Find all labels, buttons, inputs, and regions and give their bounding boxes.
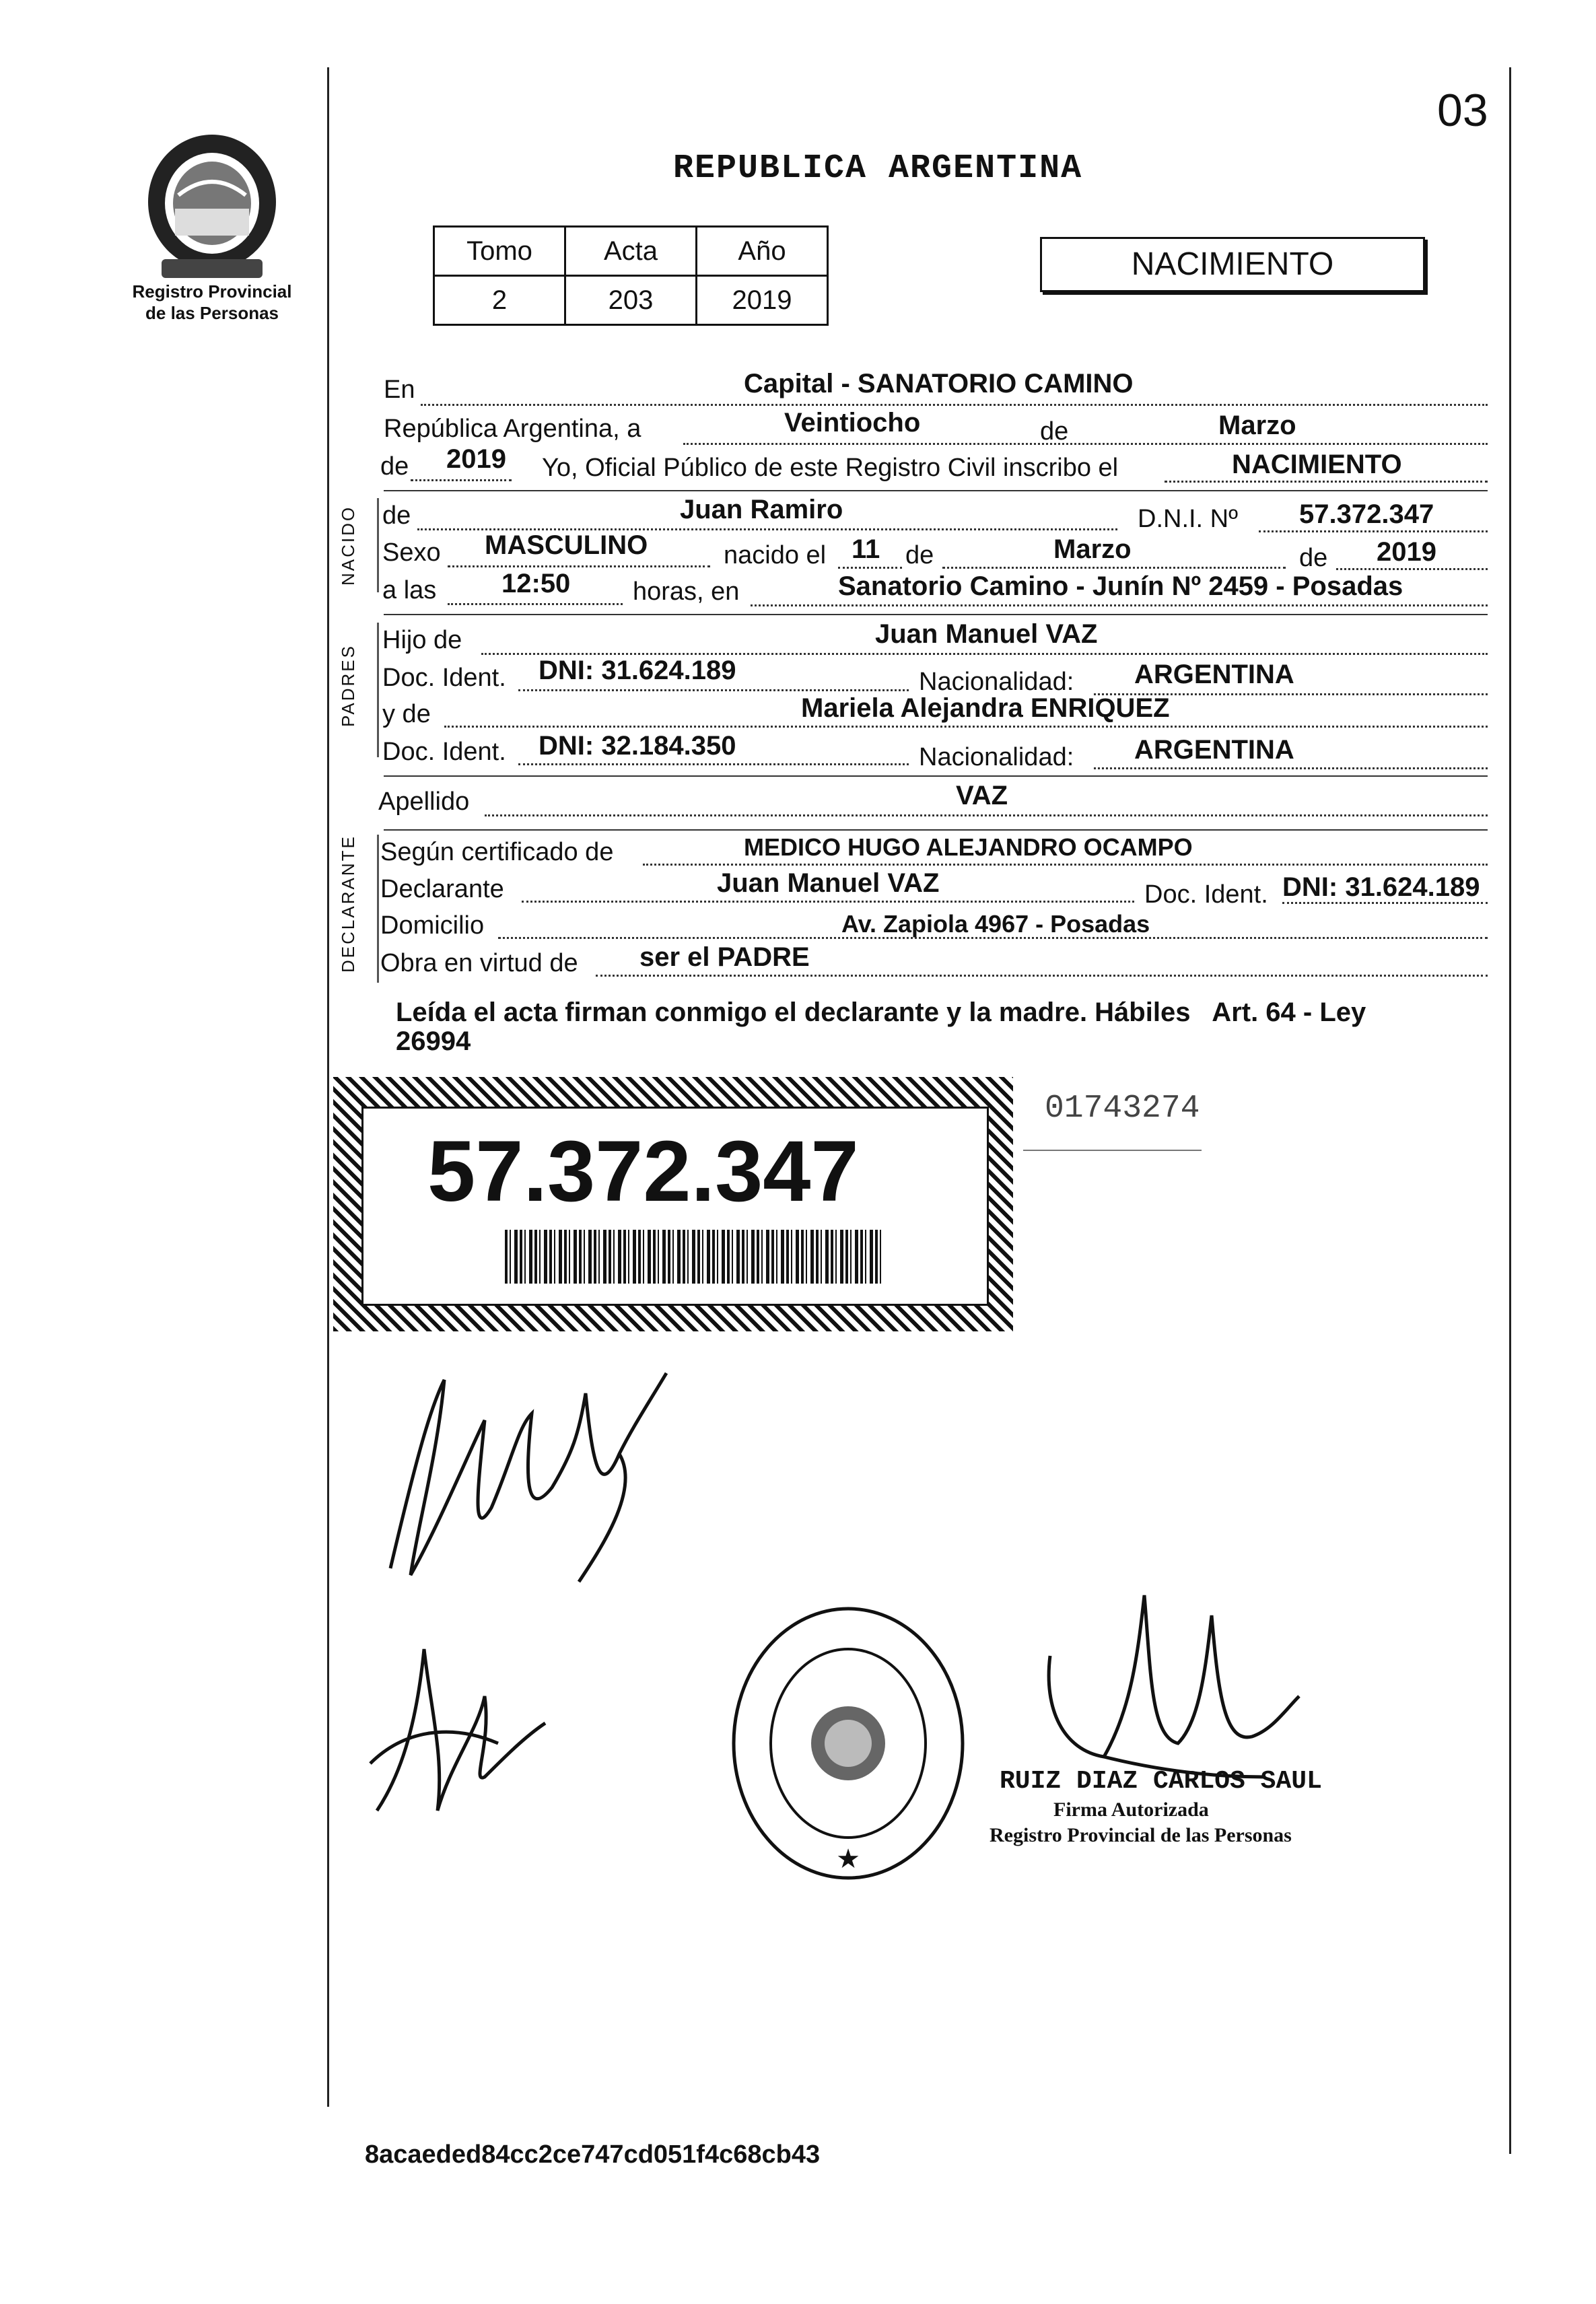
document-hash: 8acaeded84cc2ce747cd051f4c68cb43 bbox=[365, 2140, 821, 2169]
mother-signature bbox=[350, 1609, 565, 1824]
left-margin-line bbox=[327, 67, 329, 2107]
time-dots bbox=[448, 603, 623, 605]
a-las-label: a las bbox=[382, 576, 437, 604]
registry-line-2: de las Personas bbox=[145, 303, 279, 323]
birth-day: 11 bbox=[852, 534, 880, 564]
birth-year-dots bbox=[1336, 568, 1488, 570]
dni-dots bbox=[1259, 530, 1488, 532]
table-header-anio: Año bbox=[697, 227, 828, 276]
serial-number: 01743274 bbox=[1045, 1090, 1200, 1127]
mother-dots bbox=[444, 726, 1488, 728]
father-nationality: ARGENTINA bbox=[1134, 660, 1294, 689]
page-number: 03 bbox=[1437, 85, 1488, 136]
father-name: Juan Manuel VAZ bbox=[875, 619, 1098, 649]
day-value: Veintiocho bbox=[784, 408, 921, 438]
day-dots bbox=[838, 567, 902, 569]
table-header-acta: Acta bbox=[565, 227, 697, 276]
mother-nat-dots bbox=[1094, 767, 1488, 769]
nacido-de-label: de bbox=[382, 501, 411, 530]
father-doc-dots bbox=[518, 689, 909, 691]
obra-value: ser el PADRE bbox=[639, 942, 810, 972]
birth-month: Marzo bbox=[1053, 534, 1132, 564]
republica-label: República Argentina, a bbox=[384, 415, 641, 443]
cert-label: Según certificado de bbox=[380, 838, 614, 866]
declarante-bracket bbox=[377, 835, 379, 983]
birth-time: 12:50 bbox=[501, 569, 571, 598]
cert-value: MEDICO HUGO ALEJANDRO OCAMPO bbox=[744, 833, 1193, 861]
father-dots bbox=[481, 653, 1488, 655]
sexo-value: MASCULINO bbox=[485, 530, 648, 560]
divider-4 bbox=[384, 829, 1488, 831]
hijo-de-label: Hijo de bbox=[382, 626, 462, 654]
inscribo-value: NACIMIENTO bbox=[1232, 450, 1402, 479]
year-value: 2019 bbox=[446, 444, 506, 474]
apellido-label: Apellido bbox=[378, 788, 470, 816]
act-type-label: NACIMIENTO bbox=[1131, 246, 1334, 282]
decl-doc-label: Doc. Ident. bbox=[1144, 880, 1268, 909]
nacido-el-label: nacido el bbox=[724, 541, 827, 569]
obra-label: Obra en virtud de bbox=[380, 949, 578, 977]
horas-label: horas, en bbox=[633, 578, 740, 606]
divider-3 bbox=[384, 775, 1488, 777]
y-de-label: y de bbox=[382, 700, 431, 728]
en-dots bbox=[421, 404, 1488, 406]
province-seal-logo bbox=[138, 128, 286, 283]
decl-label: Declarante bbox=[380, 875, 504, 903]
mother-doc: DNI: 32.184.350 bbox=[539, 731, 736, 761]
de-label-2: de bbox=[380, 452, 409, 481]
table-value-acta: 203 bbox=[565, 276, 697, 325]
decl-doc: DNI: 31.624.189 bbox=[1282, 872, 1480, 902]
nacido-bracket bbox=[377, 498, 379, 592]
child-dni: 57.372.347 bbox=[1299, 499, 1434, 529]
birth-year: 2019 bbox=[1377, 537, 1436, 567]
inscribo-dots bbox=[1165, 481, 1488, 483]
year-dots bbox=[411, 479, 512, 481]
father-doc-label: Doc. Ident. bbox=[382, 664, 506, 692]
child-name: Juan Ramiro bbox=[680, 495, 843, 524]
svg-text:★: ★ bbox=[836, 1844, 860, 1874]
declarante-section-label: DECLARANTE bbox=[338, 835, 358, 973]
inscribo-text: Yo, Oficial Público de este Registro Civil inscribo el bbox=[542, 454, 1119, 482]
dom-value: Av. Zapiola 4967 - Posadas bbox=[841, 910, 1150, 938]
official-role: Firma Autorizada bbox=[1053, 1799, 1209, 1821]
mother-name: Mariela Alejandra ENRIQUEZ bbox=[801, 693, 1170, 723]
closing-line-2: 26994 bbox=[396, 1026, 471, 1056]
official-registry: Registro Provincial de las Personas bbox=[990, 1824, 1292, 1846]
obra-dots bbox=[596, 975, 1488, 977]
mother-doc-dots bbox=[518, 763, 909, 765]
dni-barcode bbox=[505, 1230, 882, 1284]
decl-dots bbox=[522, 901, 1134, 903]
table-value-tomo: 2 bbox=[434, 276, 565, 325]
document-title: REPUBLICA ARGENTINA bbox=[673, 149, 1083, 188]
closing-line-1: Leída el acta firman conmigo el declarante y la madre. Hábiles Art. 64 - Ley bbox=[396, 998, 1366, 1027]
right-margin-line bbox=[1509, 67, 1511, 2154]
delegation-stamp bbox=[727, 1602, 969, 1885]
table-value-anio: 2019 bbox=[697, 276, 828, 325]
dni-sticker-inner bbox=[361, 1107, 989, 1306]
padres-section-label: PADRES bbox=[338, 644, 358, 727]
en-label: En bbox=[384, 376, 415, 404]
en-value: Capital - SANATORIO CAMINO bbox=[744, 369, 1134, 398]
apellido-dots bbox=[485, 814, 1488, 816]
sexo-label: Sexo bbox=[382, 538, 441, 567]
act-type-box bbox=[1040, 237, 1425, 292]
place-dots bbox=[751, 604, 1488, 606]
table-header-tomo: Tomo bbox=[434, 227, 565, 276]
month-dots bbox=[942, 567, 1286, 569]
record-table bbox=[433, 225, 829, 326]
de-label-4: de bbox=[1299, 544, 1328, 572]
apellido-value: VAZ bbox=[956, 781, 1008, 810]
republica-dots bbox=[683, 443, 1488, 445]
divider-1 bbox=[384, 490, 1488, 491]
dni-sticker-number: 57.372.347 bbox=[427, 1123, 859, 1220]
registry-line-1: Registro Provincial bbox=[132, 281, 292, 302]
divider-2 bbox=[384, 614, 1488, 615]
birth-place: Sanatorio Camino - Junín Nº 2459 - Posadas bbox=[838, 571, 1403, 601]
sexo-dots bbox=[448, 565, 710, 567]
dni-label: D.N.I. Nº bbox=[1138, 505, 1238, 533]
decl-value: Juan Manuel VAZ bbox=[717, 868, 940, 898]
nacido-section-label: NACIDO bbox=[338, 505, 358, 586]
official-name: RUIZ DIAZ CARLOS SAUL bbox=[1000, 1767, 1322, 1796]
father-doc: DNI: 31.624.189 bbox=[539, 656, 736, 685]
father-nat-label: Nacionalidad: bbox=[919, 668, 1074, 696]
de-label-3: de bbox=[905, 541, 934, 569]
cert-dots bbox=[643, 864, 1488, 866]
de-label-1: de bbox=[1040, 417, 1069, 446]
serial-underline bbox=[1023, 1150, 1202, 1151]
mother-nationality: ARGENTINA bbox=[1134, 735, 1294, 765]
padres-bracket bbox=[377, 623, 379, 757]
dni-sticker bbox=[333, 1077, 1013, 1331]
month-value: Marzo bbox=[1218, 411, 1296, 440]
mother-nat-label: Nacionalidad: bbox=[919, 743, 1074, 771]
mother-doc-label: Doc. Ident. bbox=[382, 738, 506, 766]
dom-label: Domicilio bbox=[380, 911, 485, 940]
declarant-signature bbox=[377, 1353, 700, 1609]
